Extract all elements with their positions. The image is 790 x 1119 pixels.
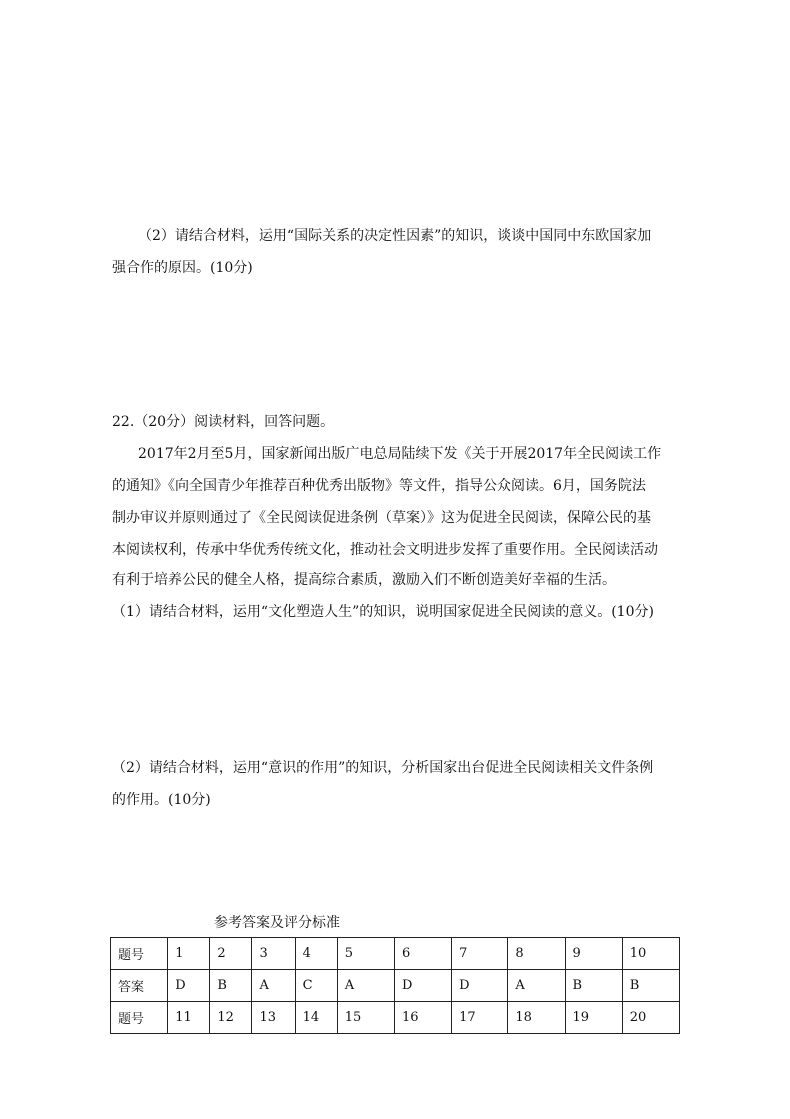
table-cell: 15 — [337, 1002, 394, 1034]
table-cell: D — [394, 970, 451, 1002]
table-row — [111, 1002, 680, 1034]
table-cell: 17 — [452, 1002, 508, 1034]
table-cell: 9 — [565, 938, 622, 970]
table-row — [111, 970, 680, 1002]
table-cell: 5 — [337, 938, 394, 970]
table-cell: 2 — [210, 938, 252, 970]
answer-key-table — [110, 937, 680, 1034]
table-cell: 11 — [168, 1002, 210, 1034]
table-cell: A — [508, 970, 565, 1002]
table-cell: 18 — [508, 1002, 565, 1034]
table-cell: 7 — [452, 938, 508, 970]
table-cell: 6 — [394, 938, 451, 970]
table-cell: 题号 — [111, 1002, 168, 1034]
q22-material-line: 制办审议并原则通过了《全民阅读促进条例（草案）》这为促进全民阅读，保障公民的基 — [112, 510, 651, 526]
q21-part2-line1: （2）请结合材料，运用“国际关系的决定性因素”的知识，谈谈中国同中东欧国家加 — [138, 228, 652, 244]
table-cell: 12 — [210, 1002, 252, 1034]
table-cell: 4 — [295, 938, 337, 970]
table-cell: 答案 — [111, 970, 168, 1002]
table-cell: 题号 — [111, 938, 168, 970]
table-cell: 8 — [508, 938, 565, 970]
table-cell: 13 — [252, 1002, 295, 1034]
table-cell: D — [452, 970, 508, 1002]
q22-material-line: 的通知》《向全国青少年推荐百种优秀出版物》等文件，指导公众阅读。6月，国务院法 — [112, 478, 646, 494]
table-cell: 19 — [565, 1002, 622, 1034]
table-cell: 20 — [622, 1002, 679, 1034]
q22-heading: 22.（20分）阅读材料，回答问题。 — [112, 414, 335, 430]
table-cell: B — [622, 970, 679, 1002]
q22-part2-line2: 的作用。(10分) — [112, 792, 211, 808]
q22-part1: （1）请结合材料，运用“文化塑造人生”的知识，说明国家促进全民阅读的意义。(10分) — [112, 604, 654, 620]
table-cell: A — [337, 970, 394, 1002]
table-cell: 16 — [394, 1002, 451, 1034]
table-cell: 1 — [168, 938, 210, 970]
table-cell: 3 — [252, 938, 295, 970]
table-cell: B — [565, 970, 622, 1002]
q22-part2-line1: （2）请结合材料，运用“意识的作用”的知识，分析国家出台促进全民阅读相关文件条例 — [112, 760, 654, 776]
table-cell: B — [210, 970, 252, 1002]
table-cell: 10 — [622, 938, 679, 970]
table-row — [111, 938, 680, 970]
table-cell: 14 — [295, 1002, 337, 1034]
q22-material-line: 2017年2月至5月，国家新闻出版广电总局陆续下发《关于开展2017年全民阅读工作 — [138, 446, 662, 462]
q22-material-line: 有利于培养公民的健全人格，提高综合素质，激励入们不断创造美好幸福的生活。 — [112, 572, 616, 588]
table-cell: C — [295, 970, 337, 1002]
table-cell: A — [252, 970, 295, 1002]
table-cell: D — [168, 970, 210, 1002]
q21-part2-line2: 强合作的原因。(10分) — [112, 260, 253, 276]
answer-key-title: 参考答案及评分标准 — [214, 915, 340, 931]
q22-material-line: 本阅读权利，传承中华优秀传统文化，推动社会文明进步发挥了重要作用。全民阅读活动 — [112, 542, 658, 558]
